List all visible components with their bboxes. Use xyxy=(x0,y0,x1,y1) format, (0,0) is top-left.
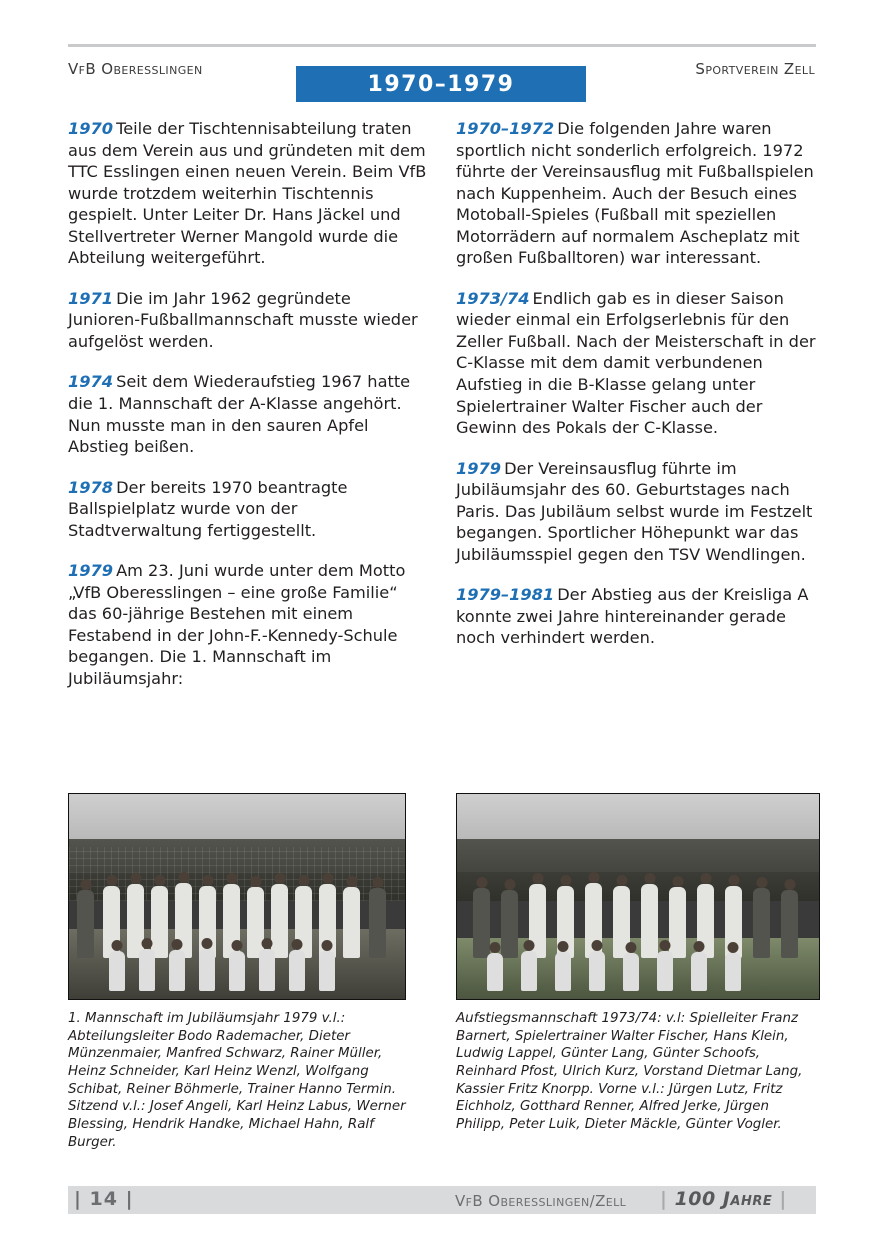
photo-kneeling-row xyxy=(457,925,819,991)
header-divider xyxy=(68,44,816,47)
paragraph-body: Der bereits 1970 beantragte Ballspielplatz wurde von der Stadtverwaltung fertiggestellt. xyxy=(68,477,348,540)
paragraph-body: Endlich gab es in dieser Saison wieder einmal ein Erfolgserlebnis für den Zeller Fußball. Nach der Meisterschaft in der C-Klasse mit dem damit verbundenen Aufstieg in die B-Klasse gelang unter Spielertrainer Walter Fischer auch der Gewinn des Pokals der C-Klasse. xyxy=(456,288,816,438)
paragraph-body: Teile der Tischtennisabteilung traten aus dem Verein aus und gründeten mit dem TTC Esslingen einen neuen Verein. Beim VfB wurde trotzdem weiterhin Tischtennis gespielt. Unter Leiter Dr. Hans Jäckel und Stellvertreter Werner Mangold wurde die Abteilung weitergeführt. xyxy=(68,119,427,268)
paragraph-1973-74 xyxy=(456,288,816,439)
left-text-column xyxy=(68,118,428,709)
year-label: 1970–1972 xyxy=(456,119,555,138)
header-period-badge: 1970–1979 xyxy=(296,66,586,102)
paragraph-body: Die folgenden Jahre waren sportlich nicht sonderlich erfolgreich. 1972 führte der Vereinsausflug mit Fußballspielen nach Kuppenheim. Auch der Besuch eines Motoball-Spieles (Fußball mit speziellen Motorrädern auf normalem Ascheplatz mit großen Fußballtoren) war interessant. xyxy=(456,119,814,268)
year-label: 1979 xyxy=(68,561,114,581)
year-label: 1974 xyxy=(68,372,114,392)
photo-caption-left: 1. Mannschaft im Jubiläumsjahr 1979 v.l.: Abteilungsleiter Bodo Rademacher, Dieter Münzenmaier, Manfred Schwarz, Rainer Müller, Heinz Schneider, Karl Heinz Wenzl, Wolfgang Schibat, Reiner Böhmerle, Trainer Hanno Termin. Sitzend v.l.: Josef Angeli, Karl Heinz Labus, Werner Blessing, Hendrik Handke, Michael Hahn, Ralf Burger. xyxy=(68,1011,406,1150)
footer-anniversary xyxy=(660,1188,787,1210)
year-label: 1979–1981 xyxy=(456,585,555,605)
team-photo-1979 xyxy=(68,793,406,1000)
header-right-title: Sportverein Zell xyxy=(695,60,815,78)
paragraph-1979-1981 xyxy=(456,584,816,649)
photo-caption-right: Aufstiegsmannschaft 1973/74: v.l: Spielleiter Franz Barnert, Spielertrainer Walter Fischer, Hans Klein, Ludwig Lappel, Günter Lang, Günter Schoofs, Reinhard Pfost, Ulrich Kurz, Vorstand Dietmar Lang, Kassier Fritz Knorpp. Vorne v.l.: Jürgen Lutz, Fritz Eichholz, Gotthard Renner, Alfred Jerke, Jürgen Philipp, Peter Luik, Dieter Mäckle, Günter Vogler. xyxy=(456,1011,803,1133)
year-label: 1979 xyxy=(456,458,502,478)
paragraph-1971 xyxy=(68,288,428,353)
paragraph-body: Seit dem Wiederaufstieg 1967 hatte die 1. Mannschaft der A-Klasse angehört. Nun musste man in den sauren Apfel Abstieg beißen. xyxy=(68,372,411,457)
photo-kneeling-row xyxy=(69,921,405,991)
paragraph-1970-1972 xyxy=(456,118,816,269)
year-label: 1978 xyxy=(68,477,114,497)
year-label: 1973/74 xyxy=(456,288,530,308)
page-number: | 14 | xyxy=(74,1188,134,1210)
paragraph-1979-right xyxy=(456,458,816,566)
footer-anniversary-label: 100 Jahre xyxy=(674,1188,773,1210)
paragraph-body: Die im Jahr 1962 gegründete Junioren-Fußballmannschaft musste wieder aufgelöst werden. xyxy=(68,288,418,351)
header-left-title: VfB Oberesslingen xyxy=(68,60,203,78)
paragraph-1974 xyxy=(68,371,428,457)
footer-pipe-right: | xyxy=(779,1188,787,1210)
footer-club-name: VfB Oberesslingen/Zell xyxy=(455,1192,627,1210)
right-text-column xyxy=(456,118,816,668)
footer-pipe-left: | xyxy=(660,1188,668,1210)
paragraph-body: Der Abstieg aus der Kreisliga A konnte zwei Jahre hintereinander gerade noch verhindert werden. xyxy=(456,585,809,648)
paragraph-1970 xyxy=(68,118,428,269)
paragraph-1979-left xyxy=(68,560,428,689)
year-label: 1971 xyxy=(68,288,114,308)
year-label: 1970 xyxy=(68,119,114,138)
paragraph-body: Der Vereinsausflug führte im Jubiläumsjahr des 60. Geburtstages nach Paris. Das Jubiläum selbst wurde im Festzelt begangen. Sportlicher Höhepunkt war das Jubiläumsspiel gegen den TSV Wendlingen. xyxy=(456,458,813,564)
paragraph-body: Am 23. Juni wurde unter dem Motto „VfB Oberesslingen – eine große Familie“ das 60-jährige Bestehen mit einem Festabend in der John-F.-Kennedy-Schule begangen. Die 1. Mannschaft im Jubiläumsjahr: xyxy=(68,561,406,689)
paragraph-1978 xyxy=(68,477,428,542)
team-photo-1973-74 xyxy=(456,793,820,1000)
